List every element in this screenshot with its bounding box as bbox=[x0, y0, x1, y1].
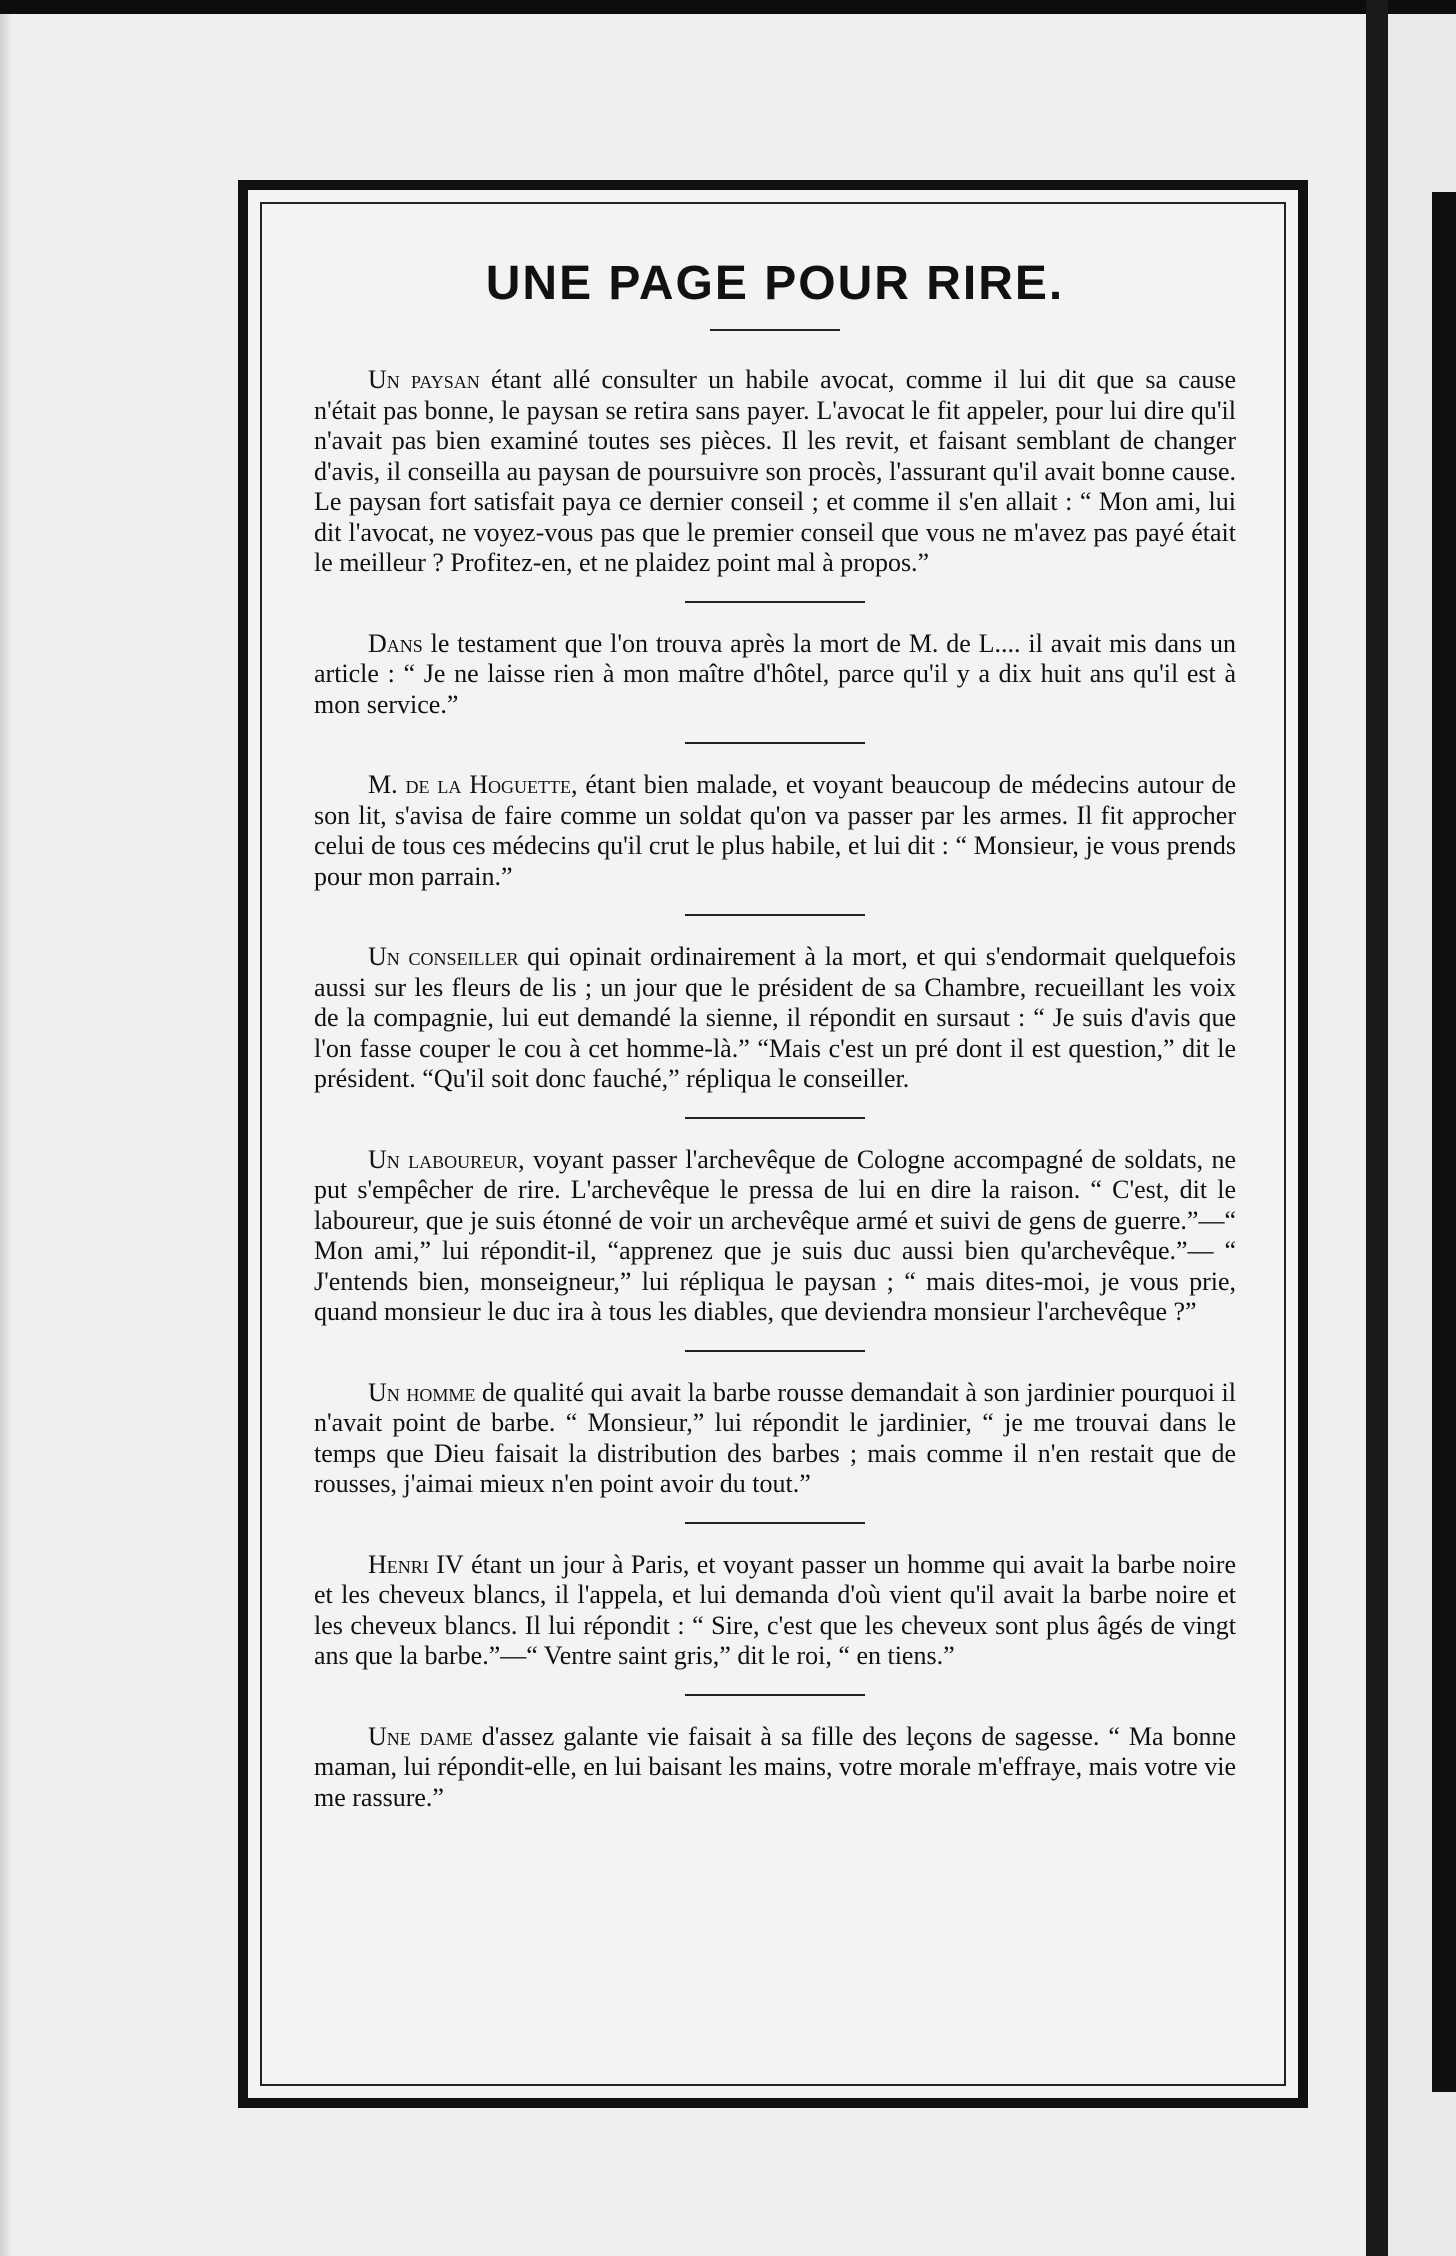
title-rule bbox=[710, 329, 840, 331]
anecdote-lead: Une dame bbox=[368, 1721, 473, 1751]
separator-rule bbox=[685, 742, 865, 744]
separator-rule bbox=[685, 1522, 865, 1524]
separator-rule bbox=[685, 914, 865, 916]
anecdote-text: , voyant passer l'archevêque de Cologne accompagné de soldats, ne put s'empêcher de rire. L'archevêque le pressa de lui en dire la raison. “ C'est, dit le laboureur, que je suis étonné de voir un archevêque armé et suivi de gens de guerre.”—“ Mon ami,” lui répondit-il, “apprenez que je suis duc aussi bien qu'archevêque.”— “ J'entends bien, monseigneur,” lui répliqua le paysan ; “ mais dites-moi, je vous prie, quand monsieur le duc ira à tous les diables, que deviendra monsieur l'archevêque ?” bbox=[314, 1144, 1236, 1326]
anecdote-text: étant un jour à Paris, et voyant passer un homme qui avait la barbe noire et les cheveux blancs, il l'appela, et lui demanda d'où vient qu'il avait la barbe noire et les cheveux blancs. Il lui répondit : “ Sire, c'est que les cheveux sont plus âgés de vingt ans que la barbe.”—“ Ventre saint gris,” dit le roi, “ en tiens.” bbox=[314, 1549, 1236, 1670]
anecdote-text: étant allé consulter un habile avocat, comme il lui dit que sa cause n'était pas bonne, le paysan se retira sans payer. L'avocat le fit appeler, pour lui dire qu'il n'avait pas bien examiné toutes ses pièces. Il les revit, et faisant semblant de changer d'avis, il conseilla au paysan de poursuivre son procès, l'assurant qu'il avait bonne cause. Le paysan fort satisfait paya ce dernier conseil ; et comme il s'en allait : “ Mon ami, lui dit l'avocat, ne voyez-vous pas que le premier conseil que vous ne m'avez pas payé était le meilleur ? Profitez-en, et ne plaidez point mal à propos.” bbox=[314, 365, 1236, 577]
anecdote-lead: Dans bbox=[368, 628, 423, 658]
anecdote-lead: Un laboureur bbox=[368, 1144, 519, 1174]
separator-rule bbox=[685, 601, 865, 603]
separator-rule bbox=[685, 1694, 865, 1696]
book-gutter bbox=[1366, 0, 1388, 2256]
next-page-border bbox=[1432, 192, 1456, 2092]
anecdote-hoguette bbox=[314, 770, 1236, 892]
anecdote-lead: Un conseiller bbox=[368, 942, 519, 971]
anecdote-dame bbox=[314, 1722, 1236, 1814]
anecdote-text: qui opinait ordinairement à la mort, et qui s'endormait quelquefois aussi sur les fleurs de lis ; un jour que le président de sa Chambre, recueillant les voix de la compagnie, lui eut demandé la sienne, il répondit en sursaut : “ Je suis d'avis que l'on fasse couper le cou à cet homme-là.” “Mais c'est un pré dont il est question,” dit le président. “Qu'il soit donc fauché,” répliqua le conseiller. bbox=[314, 942, 1236, 1093]
anecdote-text: le testament que l'on trouva après la mort de M. de L.... il avait mis dans un article : “ Je ne laisse rien à mon maître d'hôtel, parce qu'il y a dix huit ans qu'il est à mon service.” bbox=[314, 628, 1236, 719]
anecdote-lead: Un homme bbox=[368, 1377, 476, 1407]
separator-rule bbox=[685, 1350, 865, 1352]
anecdote-lead: Henri IV bbox=[368, 1549, 464, 1579]
separator-rule bbox=[685, 1117, 865, 1119]
page-fold-shadow bbox=[0, 14, 12, 2256]
anecdote-lead: M. de la Hoguette bbox=[368, 770, 571, 799]
anecdote-text: d'assez galante vie faisait à sa fille des leçons de sagesse. “ Ma bonne maman, lui répondit-elle, en lui baisant les mains, votre morale m'effraye, mais votre vie me rassure.” bbox=[314, 1721, 1236, 1812]
bordered-frame bbox=[238, 180, 1308, 2108]
anecdote-paysan bbox=[314, 365, 1236, 579]
frame-content bbox=[260, 202, 1286, 2086]
anecdote-homme bbox=[314, 1378, 1236, 1500]
anecdote-conseiller bbox=[314, 942, 1236, 1095]
anecdote-laboureur bbox=[314, 1145, 1236, 1328]
anecdote-text: de qualité qui avait la barbe rousse demandait à son jardinier pourquoi il n'avait point de barbe. “ Monsieur,” lui répondit le jardinier, “ je me trouvai dans le temps que Dieu faisait la distribution des barbes ; mais comme il n'en restait que de rousses, j'aimai mieux n'en point avoir du tout.” bbox=[314, 1377, 1237, 1498]
anecdote-testament bbox=[314, 629, 1236, 721]
anecdote-text: , étant bien malade, et voyant beaucoup de médecins autour de son lit, s'avisa de faire comme un soldat qu'on va passer par les armes. Il fit approcher celui de tous ces médecins qu'il crut le plus habile, et lui dit : “ Monsieur, je vous prends pour mon parrain.” bbox=[314, 770, 1236, 891]
anecdote-henri bbox=[314, 1550, 1236, 1672]
page-title: UNE PAGE POUR RIRE. bbox=[485, 257, 1065, 310]
anecdote-lead: Un paysan bbox=[368, 365, 480, 394]
